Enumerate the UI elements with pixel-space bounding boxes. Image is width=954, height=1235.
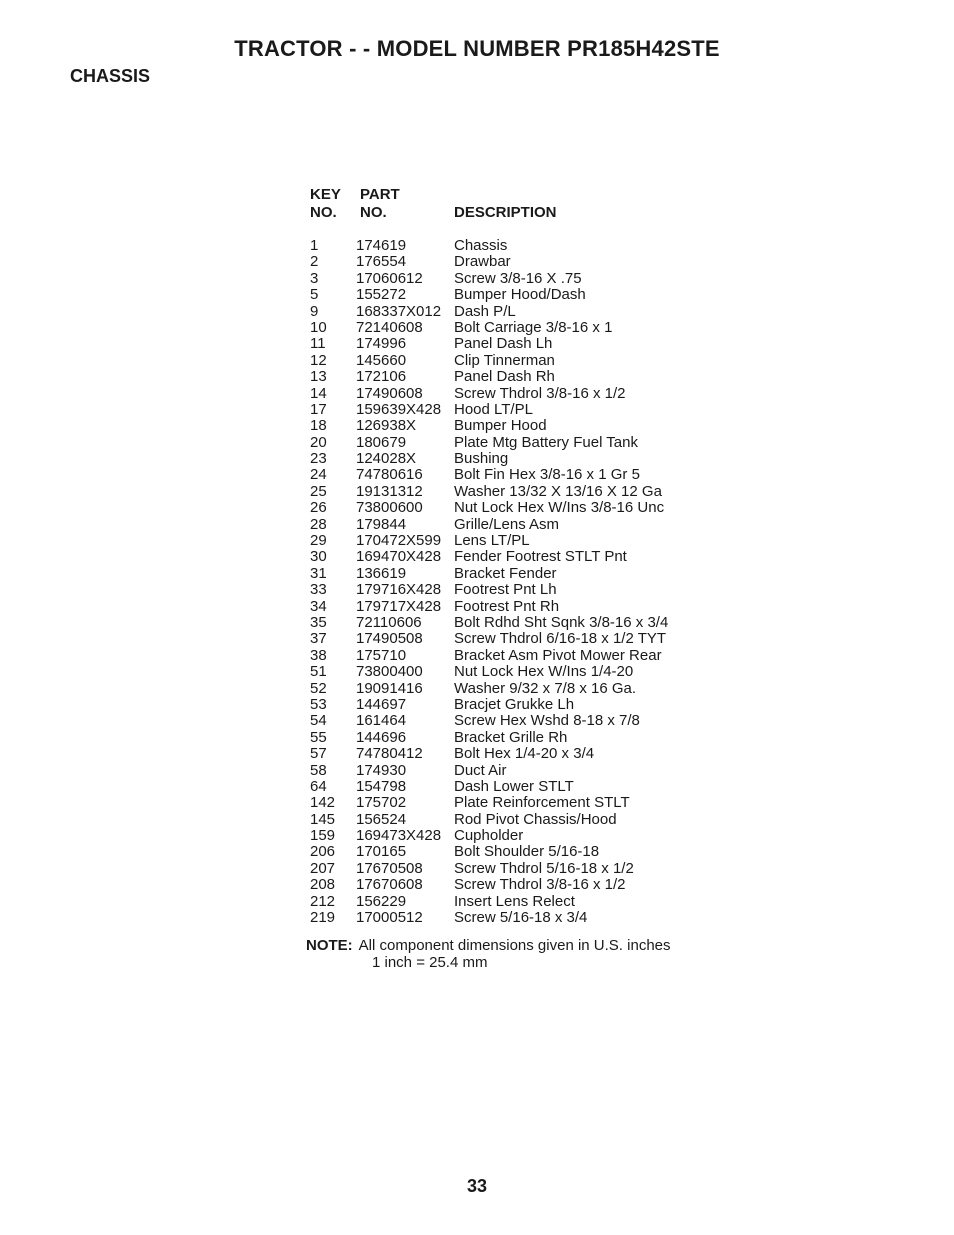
part-no-cell: 144696 (356, 728, 407, 746)
key-no-cell: 29 (310, 532, 327, 550)
key-no-cell: 18 (310, 417, 327, 435)
key-no-cell: 142 (310, 794, 336, 812)
key-no-cell: 1 (310, 237, 319, 254)
key-no-cell: 58 (310, 761, 327, 779)
part-no-cell: 170165 (356, 843, 407, 861)
key-no-cell: 145 (310, 810, 336, 828)
description-cell: Chassis (454, 237, 508, 254)
key-no-cell: 53 (310, 695, 327, 713)
key-no-cell: 55 (310, 728, 327, 746)
description-header: DESCRIPTION (454, 204, 557, 221)
key-no-cell: 13 (310, 368, 327, 386)
part-header-line1: PART (360, 186, 400, 203)
description-cell: Screw Hex Wshd 8-18 x 7/8 (454, 712, 640, 730)
key-no-cell: 207 (310, 859, 336, 877)
part-no-cell: 156229 (356, 892, 407, 910)
part-no-cell: 176554 (356, 253, 407, 271)
part-no-cell: 154798 (356, 777, 407, 795)
part-no-cell: 174930 (356, 761, 407, 779)
section-heading: CHASSIS (70, 66, 151, 86)
description-cell: Bumper Hood (454, 417, 547, 435)
part-no-cell: 144697 (356, 695, 407, 713)
description-cell: Grille/Lens Asm (454, 515, 560, 533)
key-no-cell: 24 (310, 466, 327, 484)
part-no-cell: 169470X428 (356, 548, 442, 566)
part-no-cell: 179717X428 (356, 597, 442, 615)
description-cell: Bumper Hood/Dash (454, 286, 586, 304)
part-no-cell: 74780616 (356, 466, 423, 484)
part-no-cell: 74780412 (356, 745, 423, 763)
part-no-cell: 155272 (356, 286, 407, 304)
part-no-cell: 169473X428 (356, 827, 442, 845)
part-no-cell: 145660 (356, 351, 407, 369)
description-cell: Dash P/L (454, 302, 516, 320)
description-cell: Bracket Asm Pivot Mower Rear (454, 646, 662, 664)
part-no-cell: 124028X (356, 450, 417, 468)
part-no-cell: 174996 (356, 335, 407, 353)
description-cell: Bolt Carriage 3/8-16 x 1 (454, 318, 613, 336)
part-header-line2: NO. (360, 204, 387, 221)
key-no-cell: 206 (310, 843, 336, 861)
key-no-cell: 31 (310, 564, 327, 582)
key-no-cell: 37 (310, 630, 327, 648)
description-cell: Cupholder (454, 827, 524, 845)
part-no-cell: 161464 (356, 712, 407, 730)
page-number: 33 (466, 1176, 488, 1196)
key-no-cell: 212 (310, 892, 336, 910)
description-cell: Footrest Pnt Rh (454, 597, 560, 615)
description-cell: Clip Tinnerman (454, 351, 555, 369)
part-no-cell: 172106 (356, 368, 407, 386)
description-cell: Screw Thdrol 6/16-18 x 1/2 TYT (454, 630, 667, 648)
key-no-cell: 38 (310, 646, 327, 664)
key-no-cell: 51 (310, 663, 327, 681)
part-no-cell: 126938X (356, 417, 417, 435)
description-cell: Screw Thdrol 3/8-16 x 1/2 (454, 876, 626, 894)
key-no-cell: 14 (310, 384, 327, 402)
key-no-cell: 219 (310, 909, 336, 927)
part-no-cell: 180679 (356, 433, 407, 451)
description-cell: Hood LT/PL (454, 400, 533, 418)
part-no-cell: 175702 (356, 794, 407, 812)
part-no-cell: 179844 (356, 515, 407, 533)
description-cell: Nut Lock Hex W/Ins 1/4-20 (454, 663, 634, 681)
part-no-cell: 159639X428 (356, 400, 442, 418)
description-cell: Lens LT/PL (454, 532, 530, 550)
key-no-cell: 12 (310, 351, 327, 369)
part-no-cell: 19091416 (356, 679, 423, 697)
key-no-cell: 159 (310, 827, 336, 845)
key-no-cell: 54 (310, 712, 327, 730)
key-no-cell: 34 (310, 597, 327, 615)
key-no-cell: 23 (310, 450, 327, 468)
key-no-cell: 2 (310, 253, 319, 271)
part-no-cell: 19131312 (356, 482, 423, 500)
key-no-cell: 11 (310, 335, 326, 353)
part-no-cell: 179716X428 (356, 581, 442, 599)
part-no-cell: 17490608 (356, 384, 423, 402)
description-cell: Fender Footrest STLT Pnt (454, 548, 627, 566)
description-cell: Screw 5/16-18 x 3/4 (454, 909, 588, 927)
description-cell: Dash Lower STLT (454, 777, 574, 795)
part-no-cell: 175710 (356, 646, 407, 664)
key-no-cell: 9 (310, 302, 319, 320)
page-title: TRACTOR - - MODEL NUMBER PR185H42STE (234, 36, 720, 61)
description-cell: Bushing (454, 450, 509, 468)
description-cell: Nut Lock Hex W/Ins 3/8-16 Unc (454, 499, 665, 517)
part-no-cell: 72110606 (356, 613, 422, 631)
key-no-cell: 35 (310, 613, 327, 631)
description-cell: Bolt Rdhd Sht Sqnk 3/8-16 x 3/4 (454, 613, 669, 631)
note-label: NOTE: (306, 937, 353, 954)
key-no-cell: 33 (310, 581, 327, 599)
description-cell: Duct Air (454, 761, 507, 779)
description-cell: Bolt Fin Hex 3/8-16 x 1 Gr 5 (454, 466, 640, 484)
key-no-cell: 5 (310, 286, 319, 304)
description-cell: Bracket Grille Rh (454, 728, 568, 746)
description-cell: Rod Pivot Chassis/Hood (454, 810, 617, 828)
description-cell: Washer 9/32 x 7/8 x 16 Ga. (454, 679, 637, 697)
description-cell: Footrest Pnt Lh (454, 581, 557, 599)
part-no-cell: 73800400 (356, 663, 423, 681)
part-no-cell: 156524 (356, 810, 407, 828)
note (306, 938, 671, 971)
part-no-cell: 136619 (356, 564, 407, 582)
description-cell: Panel Dash Lh (454, 335, 553, 353)
key-no-cell: 52 (310, 679, 327, 697)
description-cell: Insert Lens Relect (454, 892, 575, 910)
part-no-cell: 73800600 (356, 499, 423, 517)
description-cell: Bolt Shoulder 5/16-18 (454, 843, 600, 861)
key-no-cell: 30 (310, 548, 327, 566)
description-cell: Drawbar (454, 253, 511, 271)
key-header-line2: NO. (310, 204, 337, 221)
key-no-cell: 25 (310, 482, 327, 500)
description-cell: Plate Reinforcement STLT (454, 794, 630, 812)
description-cell: Plate Mtg Battery Fuel Tank (454, 433, 638, 451)
part-no-cell: 168337X012 (356, 302, 442, 320)
part-no-cell: 17000512 (356, 909, 423, 927)
part-no-cell: 170472X599 (356, 532, 442, 550)
key-no-cell: 20 (310, 433, 327, 451)
description-cell: Washer 13/32 X 13/16 X 12 Ga (454, 482, 662, 500)
key-no-cell: 28 (310, 515, 327, 533)
description-cell: Bracket Fender (454, 564, 557, 582)
description-cell: Screw 3/8-16 X .75 (454, 269, 582, 287)
key-no-cell: 57 (310, 745, 327, 763)
part-no-cell: 17490508 (356, 630, 423, 648)
key-no-cell: 17 (310, 400, 327, 418)
note-line1: All component dimensions given in U.S. inches (358, 937, 671, 954)
key-header-line1: KEY (310, 186, 341, 203)
part-no-cell: 174619 (356, 237, 407, 254)
note-line2: 1 inch = 25.4 mm (372, 953, 488, 971)
part-no-cell: 17670608 (356, 876, 423, 894)
description-cell: Panel Dash Rh (454, 368, 555, 386)
key-no-cell: 64 (310, 777, 327, 795)
key-no-cell: 26 (310, 499, 327, 517)
key-no-cell: 10 (310, 318, 327, 336)
key-no-cell: 208 (310, 876, 336, 894)
part-no-cell: 17060612 (356, 269, 423, 287)
description-cell: Bracjet Grukke Lh (454, 695, 575, 713)
description-cell: Screw Thdrol 5/16-18 x 1/2 (454, 859, 634, 877)
part-no-cell: 17670508 (356, 859, 423, 877)
description-cell: Bolt Hex 1/4-20 x 3/4 (454, 745, 595, 763)
description-cell: Screw Thdrol 3/8-16 x 1/2 (454, 384, 626, 402)
key-no-cell: 3 (310, 269, 319, 287)
part-no-cell: 72140608 (356, 318, 423, 336)
